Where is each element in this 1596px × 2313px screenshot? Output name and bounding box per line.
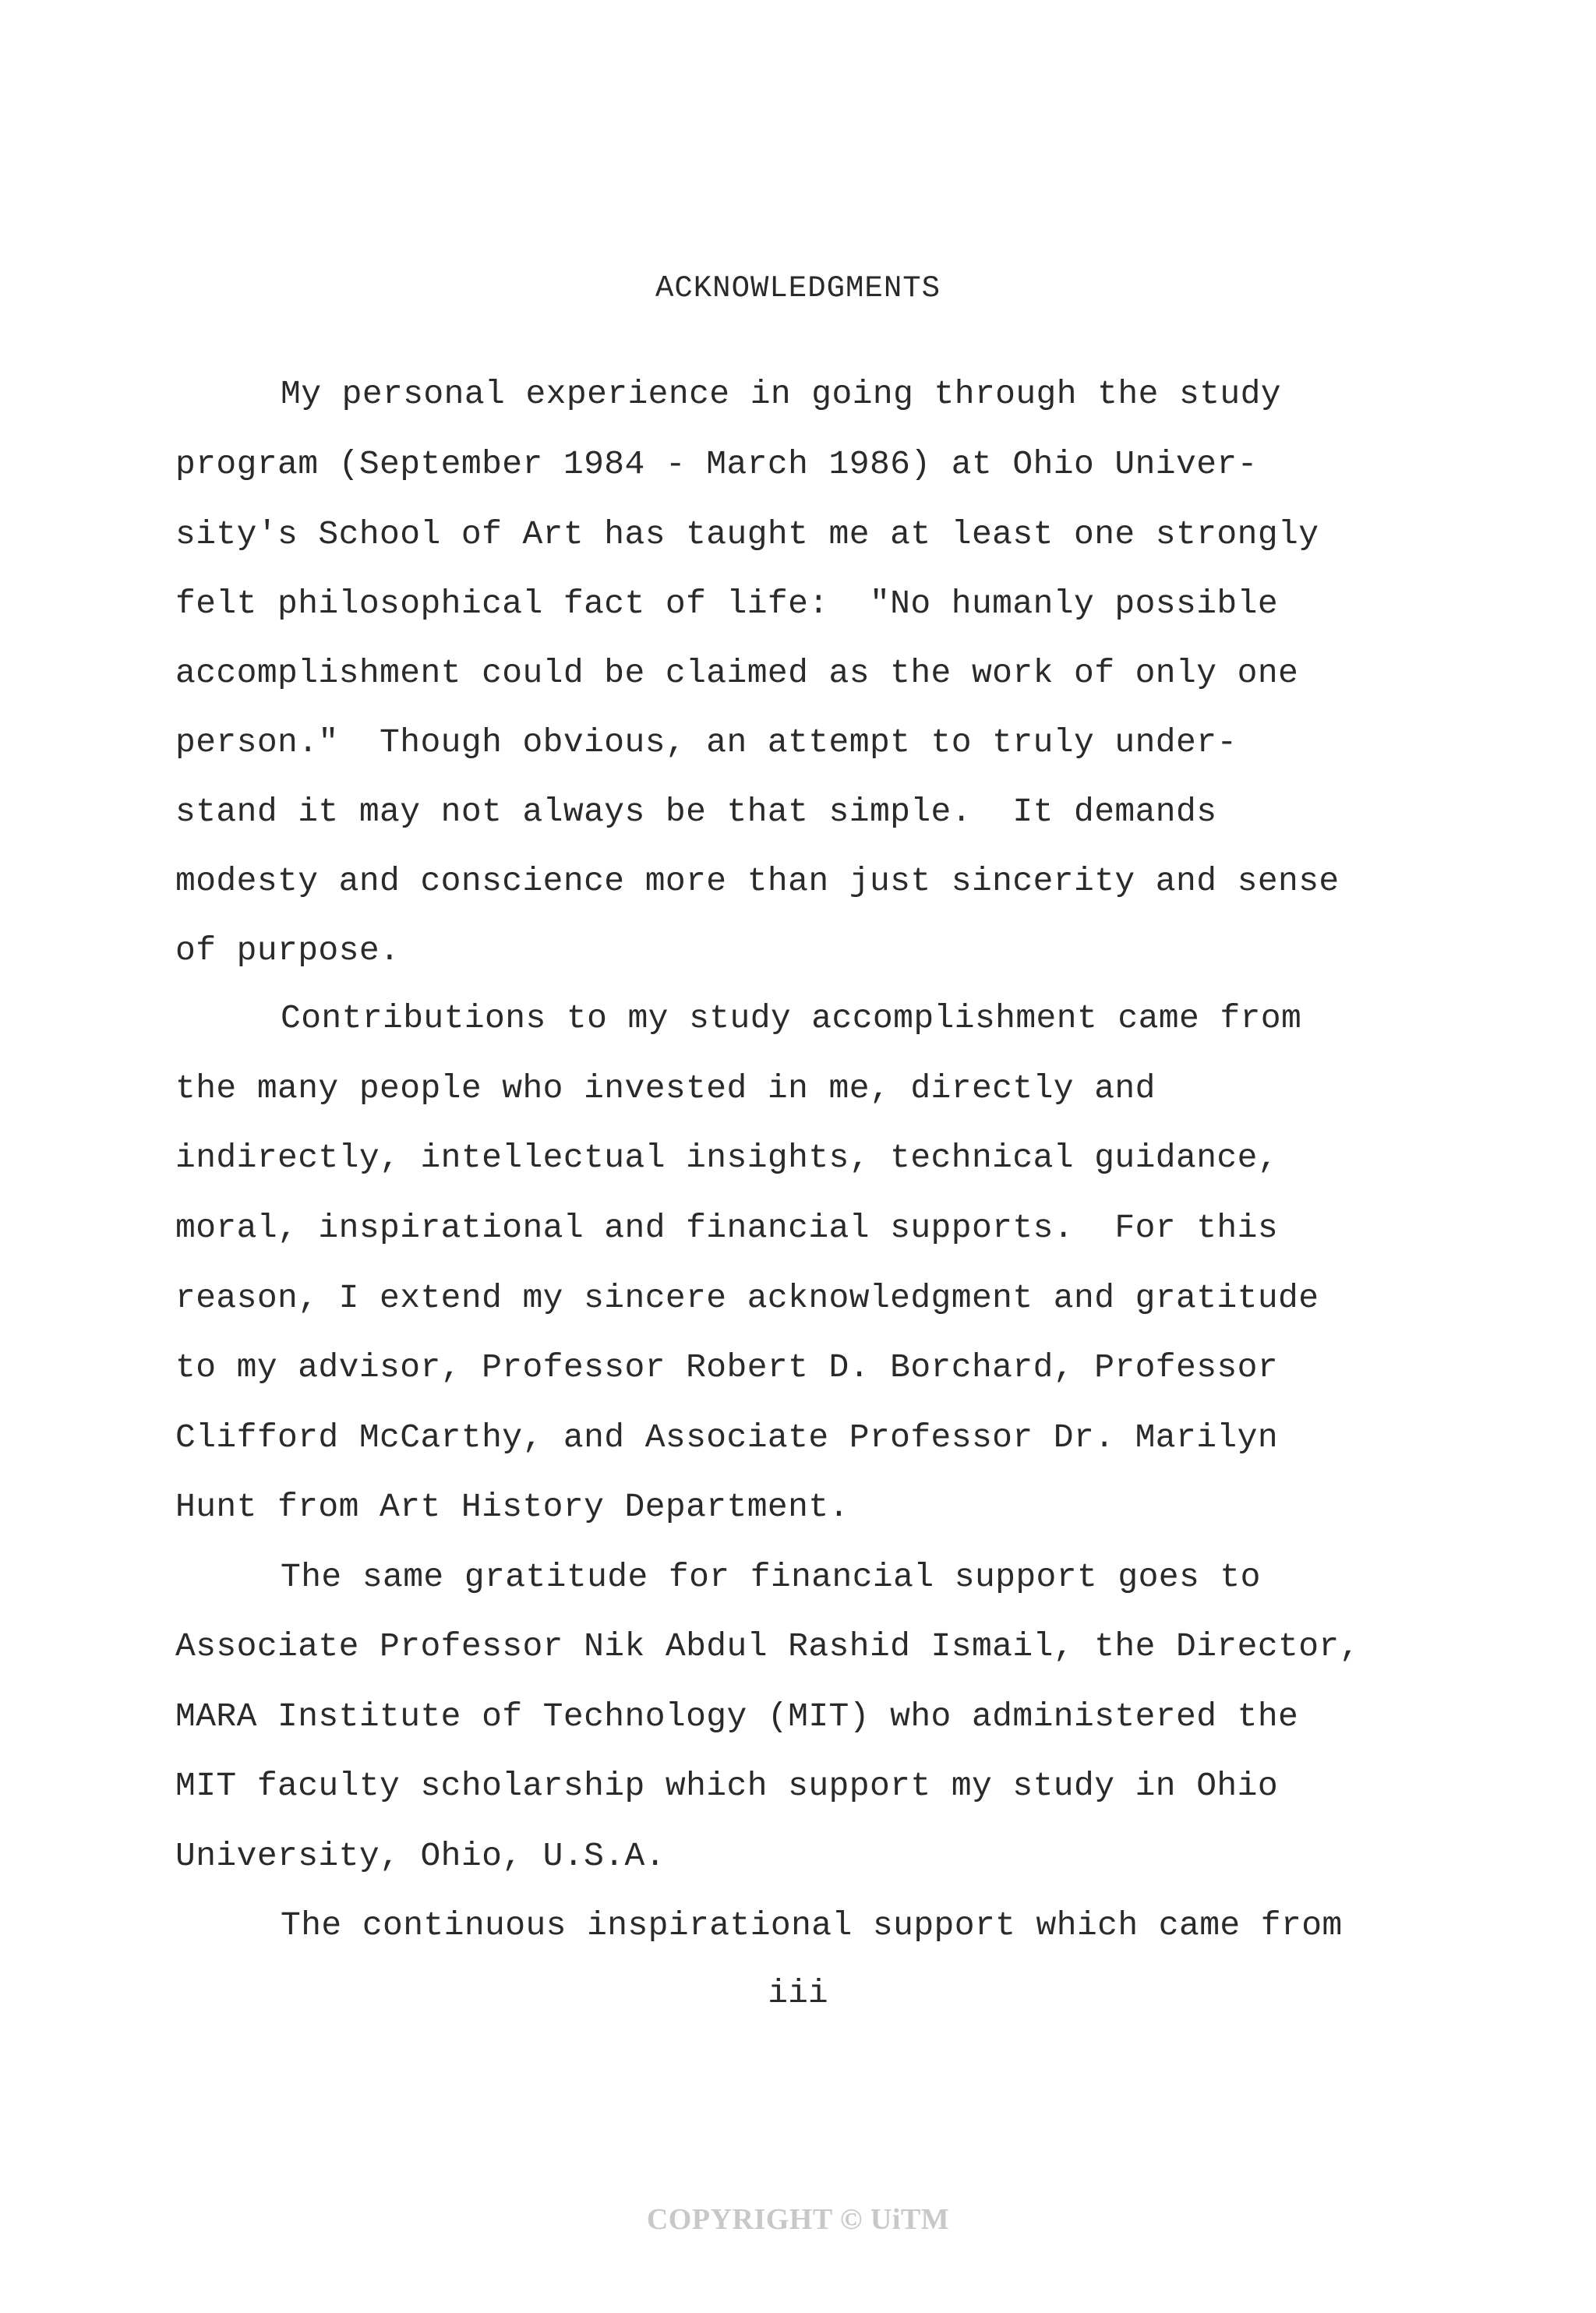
text-line: indirectly, intellectual insights, technical guidance, (175, 1139, 1279, 1177)
text-line: Contributions to my study accomplishment came from (281, 999, 1302, 1037)
text-line: Associate Professor Nik Abdul Rashid Ismail, the Director, (175, 1627, 1360, 1665)
text-line: reason, I extend my sincere acknowledgment and gratitude (175, 1279, 1319, 1317)
text-line: accomplishment could be claimed as the work of only one (175, 654, 1299, 692)
text-line: Hunt from Art History Department. (175, 1488, 849, 1526)
text-line: My personal experience in going through the study (281, 375, 1282, 413)
copyright-watermark: COPYRIGHT © UiTM (646, 2203, 950, 2236)
text-line: moral, inspirational and financial supports. For this (175, 1209, 1279, 1247)
page-number: iii (768, 1974, 828, 2012)
text-line: modesty and conscience more than just sincerity and sense (175, 862, 1340, 900)
text-line: sity's School of Art has taught me at least one strongly (175, 515, 1319, 553)
text-line: person." Though obvious, an attempt to truly under- (175, 723, 1238, 761)
text-line: program (September 1984 - March 1986) at Ohio Univer- (175, 445, 1258, 483)
text-line: MIT faculty scholarship which support my study in Ohio (175, 1767, 1279, 1805)
text-line: of purpose. (175, 931, 401, 969)
text-line: The same gratitude for financial support goes to (281, 1558, 1261, 1596)
text-line: MARA Institute of Technology (MIT) who administered the (175, 1697, 1299, 1736)
text-line: stand it may not always be that simple. It demands (175, 793, 1217, 831)
text-line: University, Ohio, U.S.A. (175, 1837, 666, 1875)
text-line: to my advisor, Professor Robert D. Borchard, Professor (175, 1348, 1279, 1386)
text-line: the many people who invested in me, directly and (175, 1069, 1156, 1107)
text-line: felt philosophical fact of life: "No humanly possible (175, 584, 1279, 623)
page-heading: ACKNOWLEDGMENTS (655, 271, 941, 305)
text-line: Clifford McCarthy, and Associate Professor Dr. Marilyn (175, 1418, 1279, 1457)
text-line: The continuous inspirational support which came from (281, 1906, 1343, 1944)
